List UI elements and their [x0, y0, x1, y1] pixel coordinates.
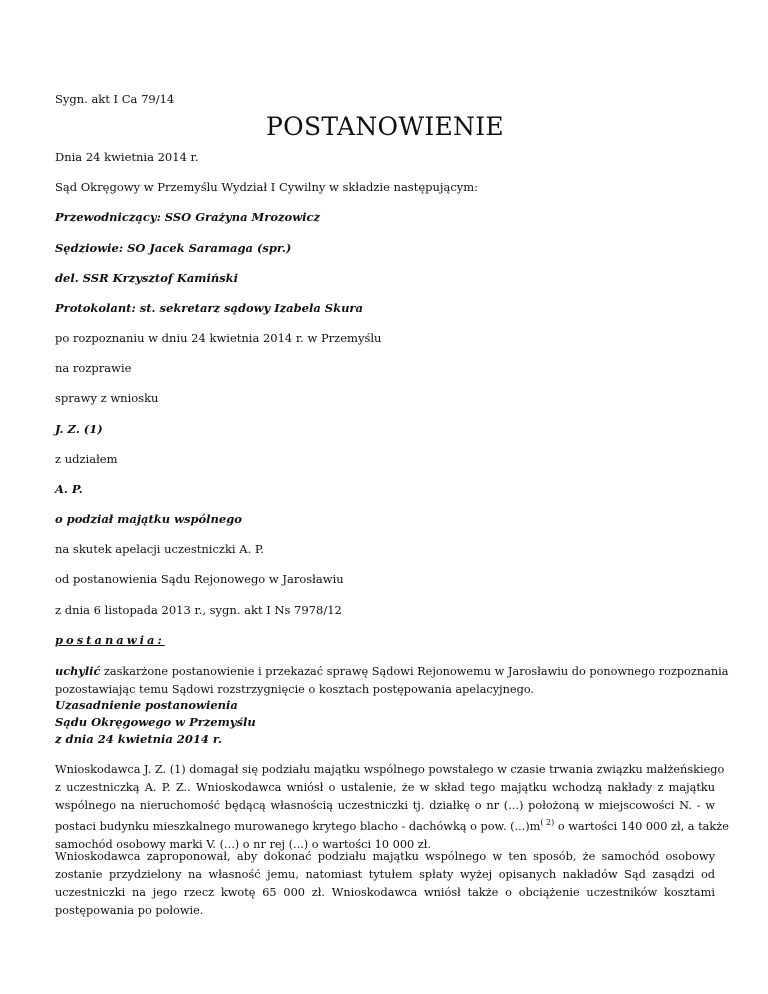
court-composition-intro: Sąd Okręgowy w Przemyślu Wydział I Cywilny w składzie następującym:: [55, 180, 479, 194]
judges: Sędziowie: SO Jacek Saramaga (spr.): [55, 241, 292, 255]
p1-line-2: z uczestniczką A. P. Z.. Wnioskodawca wniósł o ustalenie, że w skład tego majątku wchodzą nakłady z majątku: [55, 781, 715, 794]
case-of-label: sprawy z wniosku: [55, 391, 159, 405]
ruling-verb: uchylić: [55, 664, 101, 678]
p1-line-4-start: postaci budynku mieszkalnego murowanego krytego blacho - dachówką o pow. (...)m: [55, 820, 541, 833]
ruling-text: [55, 662, 729, 699]
justification-paragraph-2: [55, 848, 715, 920]
justification-heading-2: Sądu Okręgowego w Przemyślu: [55, 715, 256, 729]
participant-name: A. P.: [55, 482, 83, 496]
case-subject: o podział majątku wspólnego: [55, 512, 242, 526]
presiding-judge: Przewodniczący: SSO Grażyna Mrozowicz: [55, 210, 321, 224]
p1-line-4-end: o wartości 140 000 zł, a także: [554, 820, 729, 833]
p2-line-4: postępowania po połowie.: [55, 904, 204, 917]
hearing-info: na rozprawie: [55, 361, 132, 375]
with-participation-label: z udziałem: [55, 452, 118, 466]
ruling-line-1-rest: zaskarżone postanowienie i przekazać sprawę Sądowi Rejonowemu w Jarosławiu do ponownego rozpoznania: [100, 665, 729, 678]
justification-paragraph-1: [55, 761, 729, 854]
justification-heading-1: Uzasadnienie postanowienia: [55, 698, 238, 712]
ruling-heading: postanawia:: [55, 633, 165, 647]
ruling-line-1: [55, 662, 729, 681]
p1-line-5: samochód osobowy marki V. (...) o nr rej (...) o wartości 10 000 zł.: [55, 838, 431, 851]
p1-superscript: ( 2): [540, 818, 555, 828]
p1-line-4: [55, 818, 729, 836]
p2-line-2: zostanie przydzielony na własność jemu, natomiast tytułem spłaty wyżej opisanych nakładów Sąd zasądzi od: [55, 868, 715, 881]
appeal-info: na skutek apelacji uczestniczki A. P.: [55, 542, 264, 556]
lower-court-decision-date: z dnia 6 listopada 2013 r., sygn. akt I Ns 7978/12: [55, 603, 342, 617]
applicant-name: J. Z. (1): [55, 422, 103, 436]
court-clerk: Protokolant: st. sekretarz sądowy Izabela Skura: [55, 301, 363, 315]
p2-line-1: Wnioskodawca zaproponował, aby dokonać podziału majątku wspólnego w ten sposób, że samochód osobowy: [55, 850, 715, 863]
lower-court-decision: od postanowienia Sądu Rejonowego w Jarosławiu: [55, 572, 344, 586]
p1-line-3: wspólnego na nieruchomość będącą własnością uczestniczki tj. działkę o nr (...) położoną w miejscowości N. - w: [55, 799, 715, 812]
case-reference: Sygn. akt I Ca 79/14: [55, 92, 175, 106]
justification-heading-3: z dnia 24 kwietnia 2014 r.: [55, 732, 222, 746]
decision-date: Dnia 24 kwietnia 2014 r.: [55, 150, 199, 164]
p1-line-1: Wnioskodawca J. Z. (1) domagał się podziału majątku wspólnego powstałego w czasie trwania związku małżeńskiego: [55, 763, 725, 776]
delegated-judge: del. SSR Krzysztof Kamiński: [55, 271, 239, 285]
examination-info: po rozpoznaniu w dniu 24 kwietnia 2014 r. w Przemyślu: [55, 331, 382, 345]
document-title: POSTANOWIENIE: [266, 112, 504, 141]
p2-line-3: uczestniczki na jego rzecz kwotę 65 000 zł. Wnioskodawca wniósł także o obciążenie uczestników kosztami: [55, 886, 715, 899]
ruling-line-2: pozostawiając temu Sądowi rozstrzygnięcie o kosztach postępowania apelacyjnego.: [55, 683, 535, 696]
